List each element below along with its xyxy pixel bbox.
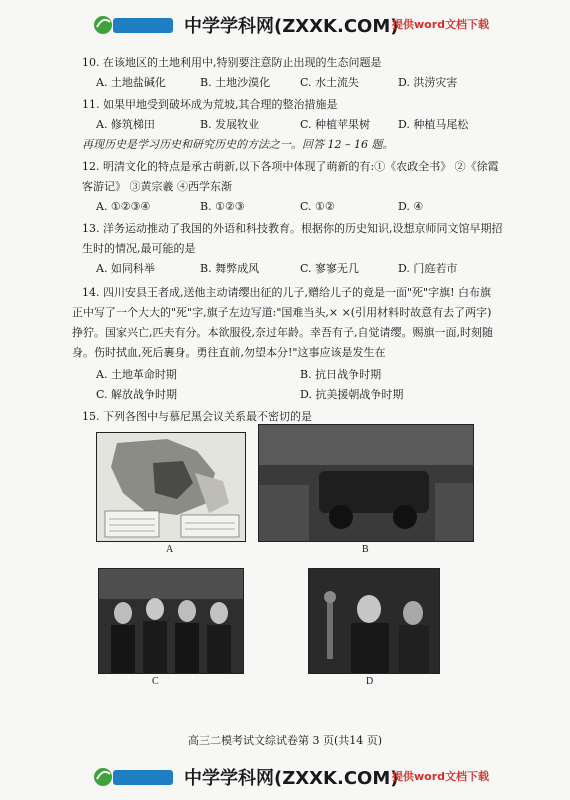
question-12-stem-line2: 客游记》 ③黄宗羲 ④西学东渐 <box>82 180 232 193</box>
image-d-label: D <box>366 676 374 687</box>
image-b-photo <box>258 424 474 542</box>
question-14-option-d: D. 抗美援朝战争时期 <box>300 388 404 401</box>
question-10-stem: 10. 在该地区的土地利用中,特别要注意防止出现的生态问题是 <box>82 56 382 69</box>
download-link-bottom[interactable]: 提供word文档下载 <box>392 770 490 783</box>
question-11-option-a: A. 修筑梯田 <box>96 118 155 131</box>
question-12-option-b: B. ①②③ <box>200 200 245 213</box>
question-13-option-d: D. 门庭若市 <box>398 262 458 275</box>
image-a-label: A <box>166 544 174 555</box>
question-14-option-c: C. 解放战争时期 <box>96 388 178 401</box>
question-12-option-a: A. ①②③④ <box>96 200 151 213</box>
question-12-option-c: C. ①② <box>300 200 335 213</box>
question-10-option-d: D. 洪涝灾害 <box>398 76 458 89</box>
question-13-option-b: B. 舞弊成风 <box>200 262 260 275</box>
question-10-option-c: C. 水土流失 <box>300 76 360 89</box>
header-banner <box>0 8 570 42</box>
image-b-label: B <box>362 544 369 555</box>
question-14-line1: 14. 四川安县王者成,送他主动请缨出征的儿子,赠给儿子的竟是一面"死"字旗! 白布旗 <box>82 286 492 299</box>
zxxk-logo <box>92 12 176 38</box>
question-13-option-c: C. 寥寥无几 <box>300 262 360 275</box>
question-11-stem: 11. 如果甲地受到破坏成为荒坡,其合理的整治措施是 <box>82 98 338 111</box>
image-c-label: C <box>152 676 159 687</box>
question-10-option-a: A. 土地盐碱化 <box>96 76 166 89</box>
page-footer: 高三二模考试文综试卷第 3 页(共14 页) <box>187 734 383 747</box>
image-c-photo <box>98 568 244 674</box>
question-10-option-b: B. 土地沙漠化 <box>200 76 271 89</box>
site-name-bottom[interactable]: 中学学科网(ZXXK.COM) <box>184 768 399 789</box>
site-name[interactable]: 中学学科网(ZXXK.COM) <box>184 16 399 37</box>
image-a-map <box>96 432 246 542</box>
question-14-option-b: B. 抗日战争时期 <box>300 368 382 381</box>
question-14-line4: 身。伤时拭血,死后裹身。勇往直前,勿望本分!"这事应该是发生在 <box>72 346 386 359</box>
question-13-stem-line2: 生时的情况,最可能的是 <box>82 242 196 255</box>
question-13-stem-line1: 13. 洋务运动推动了我国的外语和科技教育。根据你的历史知识,设想京师同文馆早期招 <box>82 222 503 235</box>
image-d-photo <box>308 568 440 674</box>
download-link[interactable]: 提供word文档下载 <box>392 18 490 31</box>
question-14-line2: 正中写了一个大大的"死"字,旗子左边写道:"国难当头,× ×(引用材料时故意有去了两字) <box>72 306 492 319</box>
question-12-stem-line1: 12. 明清文化的特点是承古萌新,以下各项中体现了萌新的有:①《农政全书》 ②《徐霞 <box>82 160 499 173</box>
question-14-line3: 挣狞。国家兴亡,匹夫有分。本欲服役,奈过年龄。幸吾有子,自觉请缨。赐旗一面,时刻随 <box>72 326 493 339</box>
history-section-intro: 再现历史是学习历史和研究历史的方法之一。回答 12 – 16 题。 <box>82 138 394 151</box>
question-12-option-d: D. ④ <box>398 200 424 213</box>
question-11-option-d: D. 种植马尾松 <box>398 118 469 131</box>
question-15-stem: 15. 下列各图中与慕尼黑会议关系最不密切的是 <box>82 410 312 423</box>
zxxk-logo-bottom <box>92 764 176 790</box>
question-11-option-b: B. 发展牧业 <box>200 118 260 131</box>
question-13-option-a: A. 如同科举 <box>96 262 155 275</box>
footer-banner <box>0 760 570 794</box>
question-11-option-c: C. 种植苹果树 <box>300 118 371 131</box>
question-14-option-a: A. 土地革命时期 <box>96 368 177 381</box>
